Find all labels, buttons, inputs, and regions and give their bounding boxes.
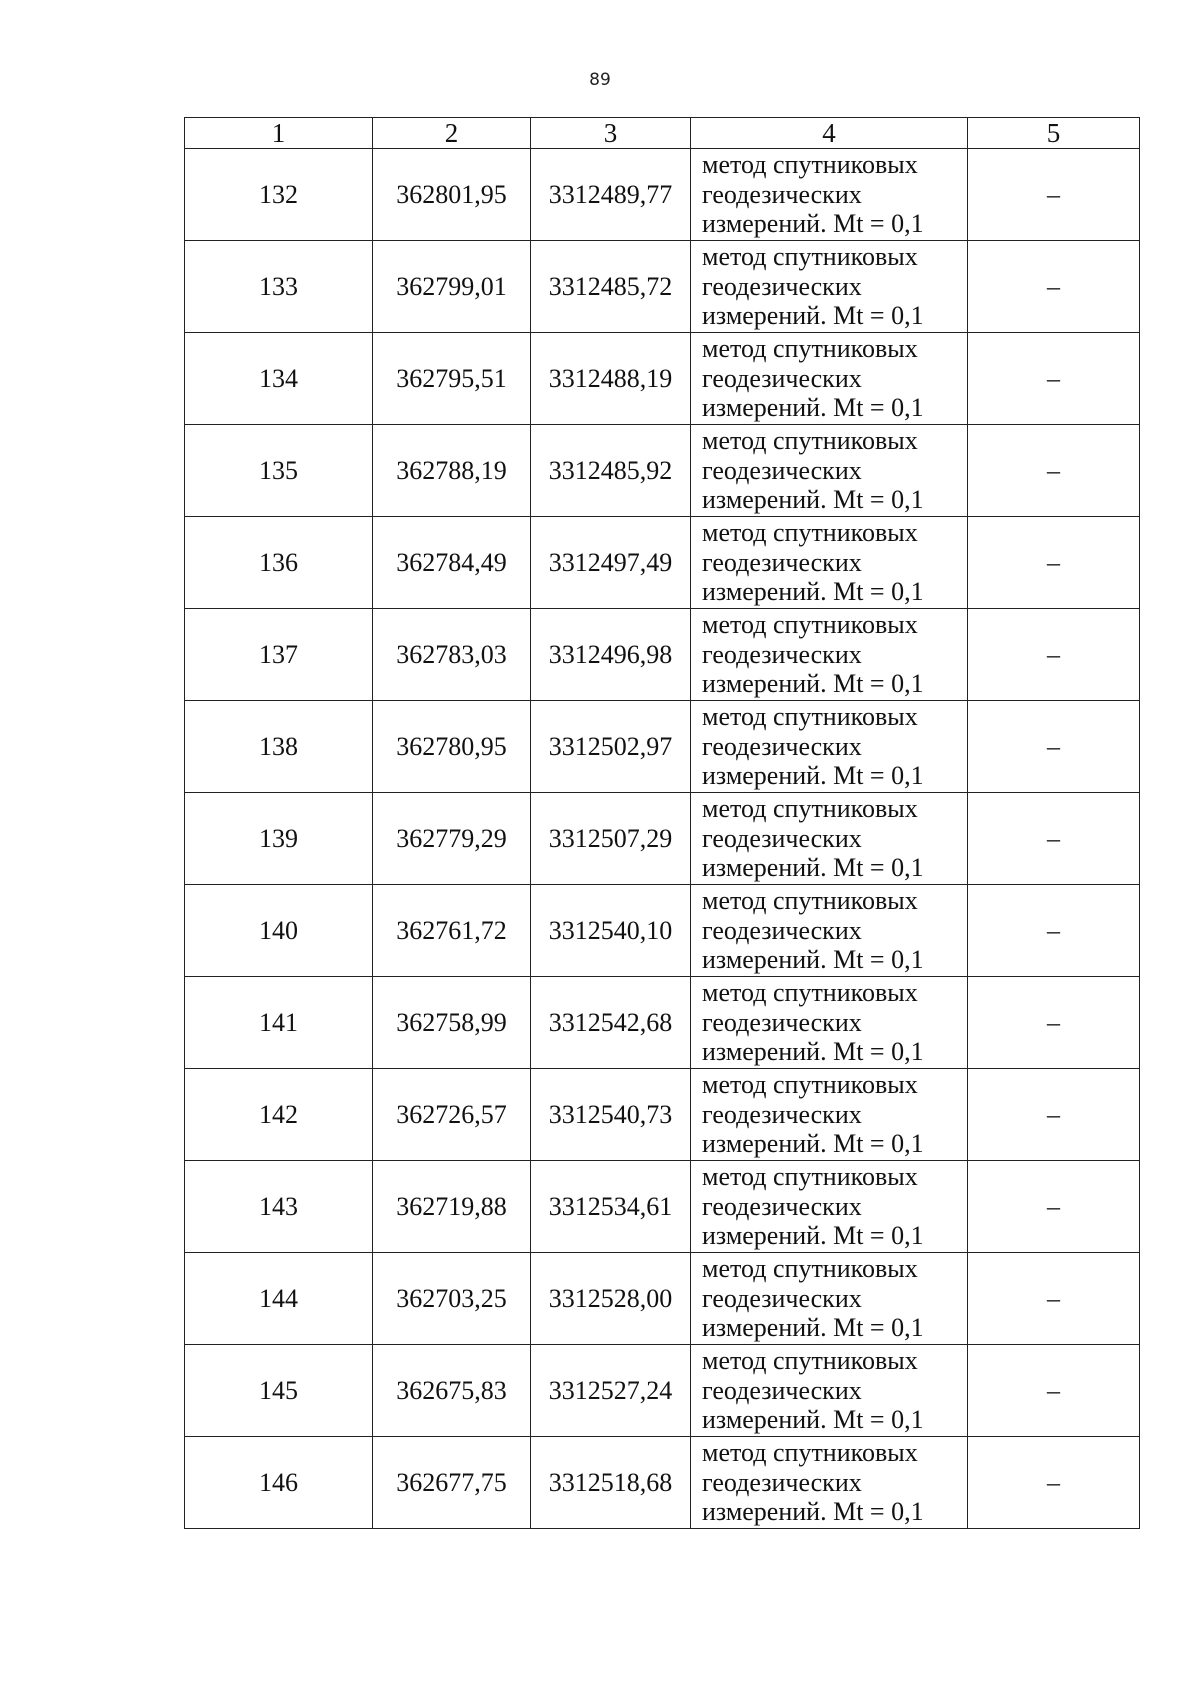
method-line: измерений. Mt = 0,1 (702, 1129, 924, 1159)
method-line: метод спутниковых (702, 1070, 918, 1100)
table-row (185, 149, 1140, 241)
point-number-cell: 142 (185, 1069, 373, 1161)
table-row (185, 701, 1140, 793)
method-cell (691, 425, 968, 517)
point-number-cell: 139 (185, 793, 373, 885)
method-line: метод спутниковых (702, 610, 918, 640)
x-coordinate-cell: 362795,51 (373, 333, 531, 425)
x-coordinate-cell: 362801,95 (373, 149, 531, 241)
table-row (185, 793, 1140, 885)
point-number-cell: 143 (185, 1161, 373, 1253)
point-number-cell: 145 (185, 1345, 373, 1437)
table-row (185, 1069, 1140, 1161)
method-cell (691, 241, 968, 333)
table-row (185, 517, 1140, 609)
table-header (185, 118, 1140, 149)
x-coordinate-cell: 362788,19 (373, 425, 531, 517)
method-line: метод спутниковых (702, 1254, 918, 1284)
method-line: геодезических (702, 179, 862, 209)
y-coordinate-cell: 3312485,92 (531, 425, 691, 517)
note-cell: – (968, 241, 1140, 333)
x-coordinate-cell: 362703,25 (373, 1253, 531, 1345)
method-cell (691, 1253, 968, 1345)
method-line: измерений. Mt = 0,1 (702, 485, 924, 515)
method-line: геодезических (702, 823, 862, 853)
note-cell: – (968, 149, 1140, 241)
note-cell: – (968, 977, 1140, 1069)
method-line: метод спутниковых (702, 702, 918, 732)
point-number-cell: 137 (185, 609, 373, 701)
column-header: 2 (373, 118, 531, 149)
method-cell (691, 609, 968, 701)
note-cell: – (968, 517, 1140, 609)
method-line: геодезических (702, 1375, 862, 1405)
method-line: метод спутниковых (702, 1346, 918, 1376)
y-coordinate-cell: 3312542,68 (531, 977, 691, 1069)
table-row (185, 1253, 1140, 1345)
column-header: 4 (691, 118, 968, 149)
x-coordinate-cell: 362784,49 (373, 517, 531, 609)
method-line: геодезических (702, 1283, 862, 1313)
page-number: 89 (589, 70, 611, 90)
y-coordinate-cell: 3312485,72 (531, 241, 691, 333)
method-line: геодезических (702, 915, 862, 945)
method-line: измерений. Mt = 0,1 (702, 209, 924, 239)
method-line: метод спутниковых (702, 1162, 918, 1192)
method-cell (691, 1161, 968, 1253)
point-number-cell: 136 (185, 517, 373, 609)
note-cell: – (968, 609, 1140, 701)
method-cell (691, 793, 968, 885)
point-number-cell: 144 (185, 1253, 373, 1345)
y-coordinate-cell: 3312540,73 (531, 1069, 691, 1161)
method-cell (691, 885, 968, 977)
method-cell (691, 1345, 968, 1437)
column-header: 3 (531, 118, 691, 149)
point-number-cell: 135 (185, 425, 373, 517)
method-line: геодезических (702, 455, 862, 485)
y-coordinate-cell: 3312502,97 (531, 701, 691, 793)
point-number-cell: 133 (185, 241, 373, 333)
method-cell (691, 149, 968, 241)
table-row (185, 333, 1140, 425)
method-line: метод спутниковых (702, 150, 918, 180)
y-coordinate-cell: 3312534,61 (531, 1161, 691, 1253)
method-line: измерений. Mt = 0,1 (702, 669, 924, 699)
method-line: метод спутниковых (702, 426, 918, 456)
point-number-cell: 140 (185, 885, 373, 977)
x-coordinate-cell: 362761,72 (373, 885, 531, 977)
table-row (185, 977, 1140, 1069)
column-header: 5 (968, 118, 1140, 149)
note-cell: – (968, 793, 1140, 885)
y-coordinate-cell: 3312518,68 (531, 1437, 691, 1529)
method-cell (691, 1069, 968, 1161)
method-line: геодезических (702, 547, 862, 577)
point-number-cell: 138 (185, 701, 373, 793)
point-number-cell: 141 (185, 977, 373, 1069)
method-cell (691, 517, 968, 609)
note-cell: – (968, 1161, 1140, 1253)
y-coordinate-cell: 3312527,24 (531, 1345, 691, 1437)
note-cell: – (968, 1069, 1140, 1161)
method-line: измерений. Mt = 0,1 (702, 1497, 924, 1527)
method-line: метод спутниковых (702, 794, 918, 824)
point-number-cell: 132 (185, 149, 373, 241)
method-line: измерений. Mt = 0,1 (702, 1405, 924, 1435)
method-line: метод спутниковых (702, 1438, 918, 1468)
method-line: геодезических (702, 1191, 862, 1221)
y-coordinate-cell: 3312496,98 (531, 609, 691, 701)
note-cell: – (968, 701, 1140, 793)
method-line: метод спутниковых (702, 978, 918, 1008)
column-header: 1 (185, 118, 373, 149)
x-coordinate-cell: 362726,57 (373, 1069, 531, 1161)
method-line: геодезических (702, 363, 862, 393)
coordinates-table (184, 117, 1140, 1529)
header-row (185, 118, 1140, 149)
note-cell: – (968, 425, 1140, 517)
x-coordinate-cell: 362719,88 (373, 1161, 531, 1253)
method-line: измерений. Mt = 0,1 (702, 1037, 924, 1067)
method-line: метод спутниковых (702, 334, 918, 364)
method-line: геодезических (702, 1467, 862, 1497)
method-cell (691, 977, 968, 1069)
method-line: измерений. Mt = 0,1 (702, 301, 924, 331)
y-coordinate-cell: 3312488,19 (531, 333, 691, 425)
point-number-cell: 134 (185, 333, 373, 425)
table-row (185, 609, 1140, 701)
x-coordinate-cell: 362783,03 (373, 609, 531, 701)
point-number-cell: 146 (185, 1437, 373, 1529)
method-line: метод спутниковых (702, 242, 918, 272)
x-coordinate-cell: 362677,75 (373, 1437, 531, 1529)
method-line: измерений. Mt = 0,1 (702, 393, 924, 423)
method-line: измерений. Mt = 0,1 (702, 1313, 924, 1343)
method-line: измерений. Mt = 0,1 (702, 577, 924, 607)
x-coordinate-cell: 362779,29 (373, 793, 531, 885)
method-line: геодезических (702, 731, 862, 761)
method-line: геодезических (702, 271, 862, 301)
y-coordinate-cell: 3312507,29 (531, 793, 691, 885)
method-line: геодезических (702, 1099, 862, 1129)
y-coordinate-cell: 3312497,49 (531, 517, 691, 609)
x-coordinate-cell: 362758,99 (373, 977, 531, 1069)
method-line: измерений. Mt = 0,1 (702, 761, 924, 791)
table-row (185, 1345, 1140, 1437)
x-coordinate-cell: 362780,95 (373, 701, 531, 793)
method-line: измерений. Mt = 0,1 (702, 945, 924, 975)
method-line: геодезических (702, 1007, 862, 1037)
table-row (185, 1437, 1140, 1529)
table-row (185, 1161, 1140, 1253)
table-row (185, 885, 1140, 977)
note-cell: – (968, 333, 1140, 425)
x-coordinate-cell: 362675,83 (373, 1345, 531, 1437)
method-line: измерений. Mt = 0,1 (702, 1221, 924, 1251)
note-cell: – (968, 1437, 1140, 1529)
table-body (185, 149, 1140, 1529)
method-line: измерений. Mt = 0,1 (702, 853, 924, 883)
method-cell (691, 333, 968, 425)
y-coordinate-cell: 3312489,77 (531, 149, 691, 241)
method-cell (691, 1437, 968, 1529)
table-row (185, 425, 1140, 517)
x-coordinate-cell: 362799,01 (373, 241, 531, 333)
method-line: метод спутниковых (702, 518, 918, 548)
method-line: метод спутниковых (702, 886, 918, 916)
method-line: геодезических (702, 639, 862, 669)
note-cell: – (968, 1345, 1140, 1437)
method-cell (691, 701, 968, 793)
y-coordinate-cell: 3312528,00 (531, 1253, 691, 1345)
y-coordinate-cell: 3312540,10 (531, 885, 691, 977)
table-row (185, 241, 1140, 333)
note-cell: – (968, 885, 1140, 977)
note-cell: – (968, 1253, 1140, 1345)
